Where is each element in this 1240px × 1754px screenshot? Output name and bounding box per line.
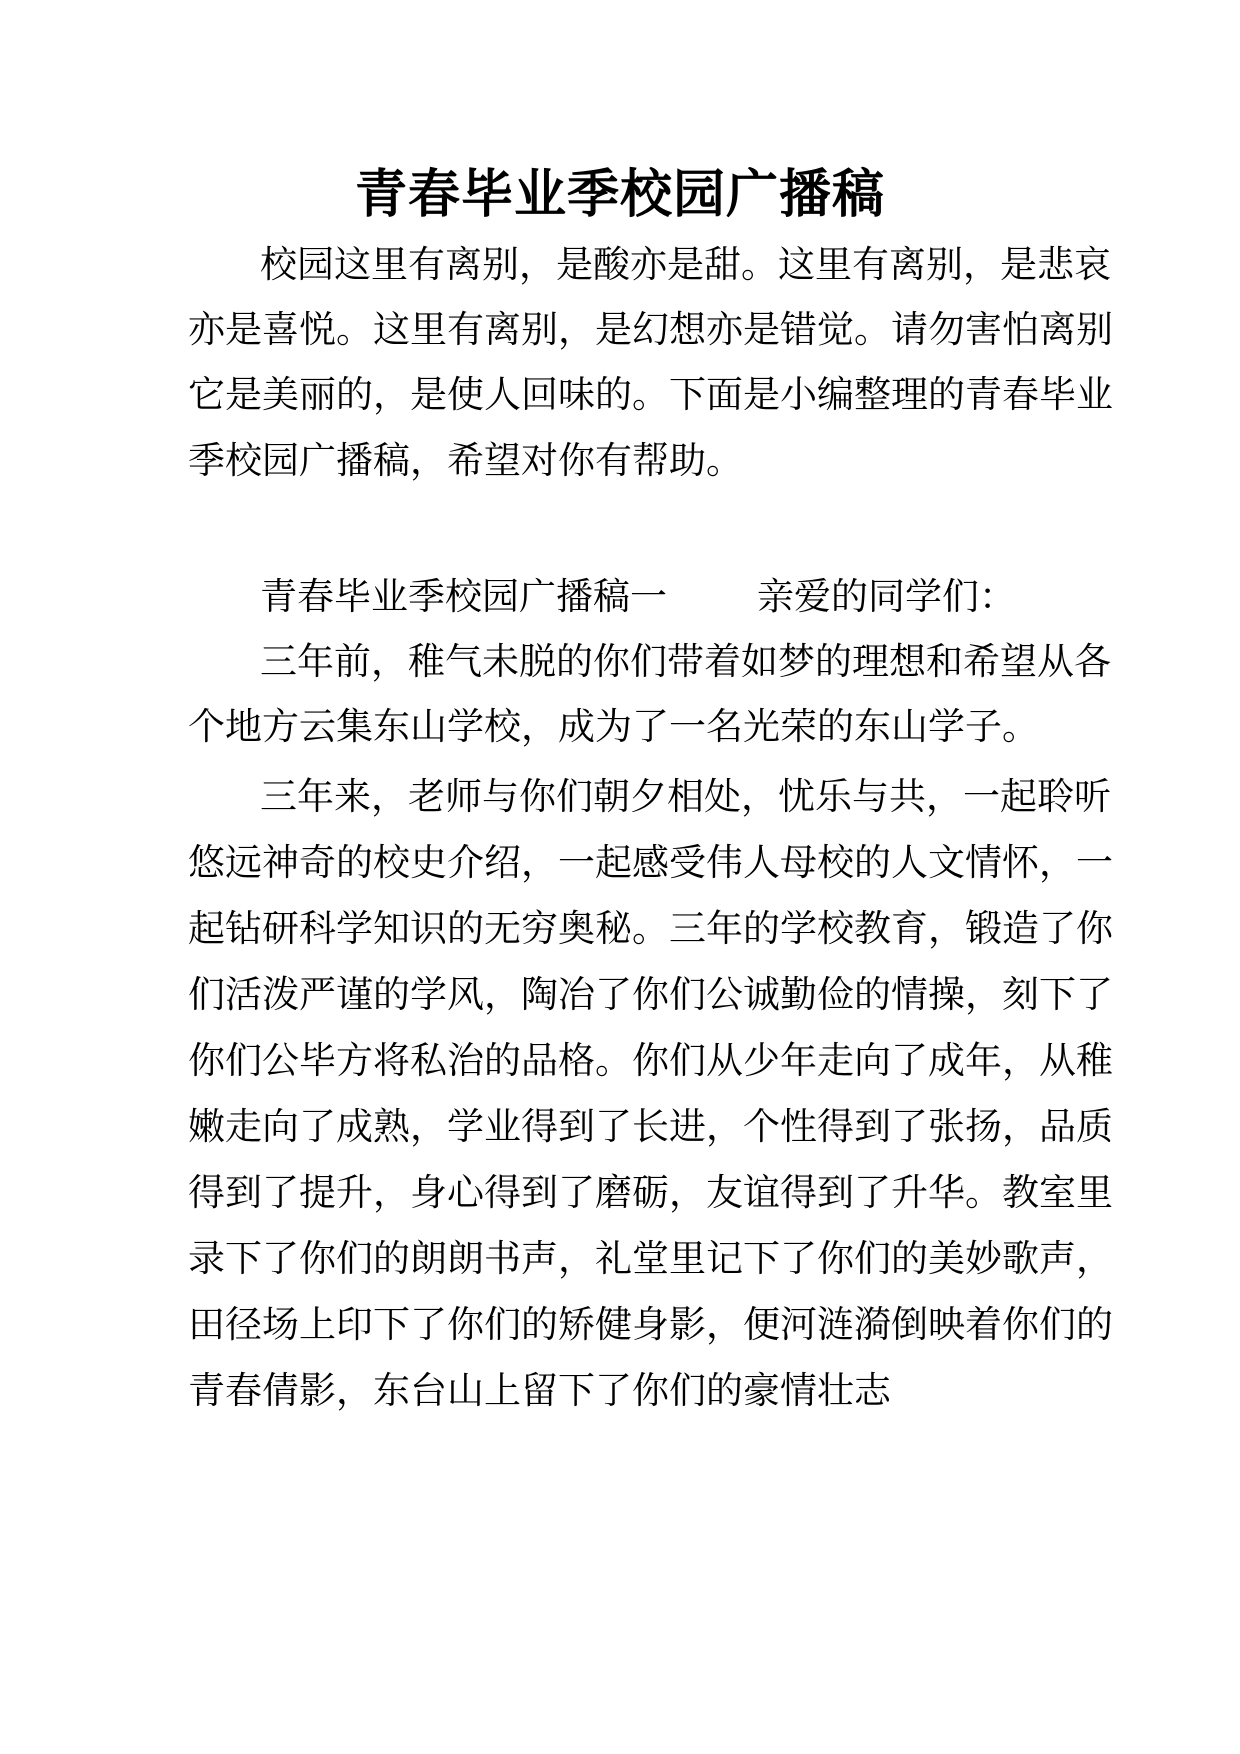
salutation: 亲爱的同学们： — [757, 575, 1016, 618]
section-heading-line — [260, 572, 1052, 622]
body-line: 悠远神奇的校史介绍，一起感受伟人母校的人文情怀，一 — [188, 841, 1113, 884]
body-line: 录下了你们的朗朗书声，礼堂里记下了你们的美妙歌声， — [188, 1237, 1113, 1280]
intro-line: 亦是喜悦。这里有离别，是幻想亦是错觉。请勿害怕离别 — [188, 308, 1113, 351]
body-line: 嫩走向了成熟，学业得到了长进，个性得到了张扬，品质 — [188, 1105, 1113, 1148]
intro-line: 它是美丽的，是使人回味的。下面是小编整理的青春毕业 — [188, 373, 1113, 416]
body-line: 起钻研科学知识的无穷奥秘。三年的学校教育，锻造了你 — [188, 907, 1113, 950]
body-line: 三年来，老师与你们朝夕相处，忧乐与共，一起聆听 — [260, 775, 1111, 818]
intro-line: 校园这里有离别，是酸亦是甜。这里有离别，是悲哀 — [260, 243, 1111, 286]
body-line: 们活泼严谨的学风，陶冶了你们公诚勤俭的情操，刻下了 — [188, 973, 1113, 1016]
body-line: 三年前，稚气未脱的你们带着如梦的理想和希望从各 — [260, 640, 1111, 683]
intro-line: 季校园广播稿，希望对你有帮助。 — [188, 439, 743, 482]
body-line: 青春倩影，东台山上留下了你们的豪情壮志 — [188, 1369, 891, 1412]
page-title: 青春毕业季校园广播稿 — [354, 164, 885, 225]
body-line: 得到了提升，身心得到了磨砺，友谊得到了升华。教室里 — [188, 1171, 1113, 1214]
body-line: 个地方云集东山学校，成为了一名光荣的东山学子。 — [188, 705, 1039, 748]
section-heading: 青春毕业季校园广播稿一 — [260, 575, 667, 618]
body-line: 田径场上印下了你们的矫健身影，便河涟漪倒映着你们的 — [188, 1303, 1113, 1346]
body-line: 你们公毕方将私治的品格。你们从少年走向了成年，从稚 — [188, 1039, 1113, 1082]
